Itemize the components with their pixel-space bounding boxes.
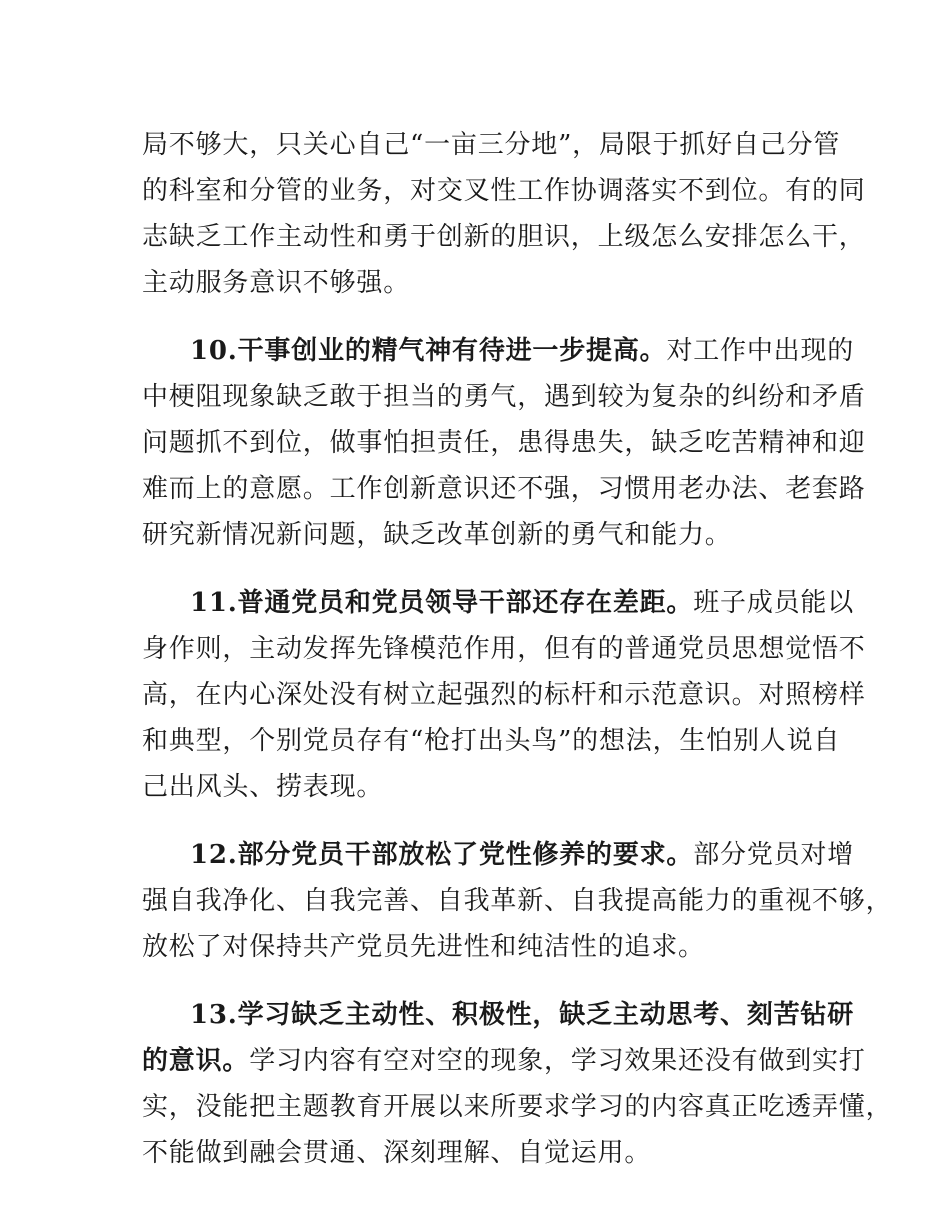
item-heading: 10.干事创业的精气神有待进一步提高。: [190, 336, 667, 366]
text-line: 11.普通党员和党员领导干部还存在差距。班子成员能以: [190, 588, 855, 618]
paragraph-item-13: [142, 992, 893, 1176]
text-line: 的科室和分管的业务，对交叉性工作协调落实不到位。有的同: [142, 176, 866, 206]
text-line: 放松了对保持共产党员先进性和纯洁性的追求。: [142, 932, 705, 962]
item-heading: 的意识。: [142, 1046, 250, 1076]
text-line: 研究新情况新问题，缺乏改革创新的勇气和能力。: [142, 520, 732, 550]
item-heading: 12.部分党员干部放松了党性修养的要求。: [190, 840, 694, 870]
text-line: [142, 992, 855, 1038]
text-line: 12.部分党员干部放松了党性修养的要求。部分党员对增: [190, 840, 855, 870]
text-line: 10.干事创业的精气神有待进一步提高。对工作中出现的: [190, 336, 855, 366]
item-heading: 11.普通党员和党员领导干部还存在差距。: [190, 588, 694, 618]
document-page: [142, 122, 893, 1198]
text-line: 主动服务意识不够强。: [142, 268, 411, 298]
text-line: 志缺乏工作主动性和勇于创新的胆识，上级怎么安排怎么干，: [142, 222, 866, 252]
paragraph-item-10: [142, 328, 866, 558]
paragraph-item-12: [142, 832, 893, 970]
text-line: 问题抓不到位，做事怕担责任，患得患失，缺乏吃苦精神和迎: [142, 428, 866, 458]
text-line: 强自我净化、自我完善、自我革新、自我提高能力的重视不够，: [142, 886, 893, 916]
text-line: 身作则，主动发挥先锋模范作用，但有的普通党员思想觉悟不: [142, 634, 866, 664]
text-line: 难而上的意愿。工作创新意识还不强，习惯用老办法、老套路: [142, 474, 866, 504]
item-heading: 13.学习缺乏主动性、积极性，缺乏主动思考、刻苦钻研: [190, 1000, 855, 1030]
text-line: 中梗阻现象缺乏敢于担当的勇气，遇到较为复杂的纠纷和矛盾: [142, 382, 866, 412]
paragraph-continuation: [142, 122, 866, 306]
text-line: 局不够大，只关心自己“一亩三分地”，局限于抓好自己分管: [142, 130, 841, 160]
text-line: 的意识。学习内容有空对空的现象，学习效果还没有做到实打: [142, 1046, 866, 1076]
text-line: 和典型，个别党员存有“枪打出头鸟”的想法，生怕别人说自: [142, 726, 841, 756]
text-line: 高，在内心深处没有树立起强烈的标杆和示范意识。对照榜样: [142, 680, 866, 710]
text-line: 实，没能把主题教育开展以来所要求学习的内容真正吃透弄懂，: [142, 1092, 893, 1122]
text-line: 不能做到融会贯通、深刻理解、自觉运用。: [142, 1138, 652, 1168]
text-line: 己出风头、捞表现。: [142, 772, 384, 802]
paragraph-item-11: [142, 580, 866, 810]
